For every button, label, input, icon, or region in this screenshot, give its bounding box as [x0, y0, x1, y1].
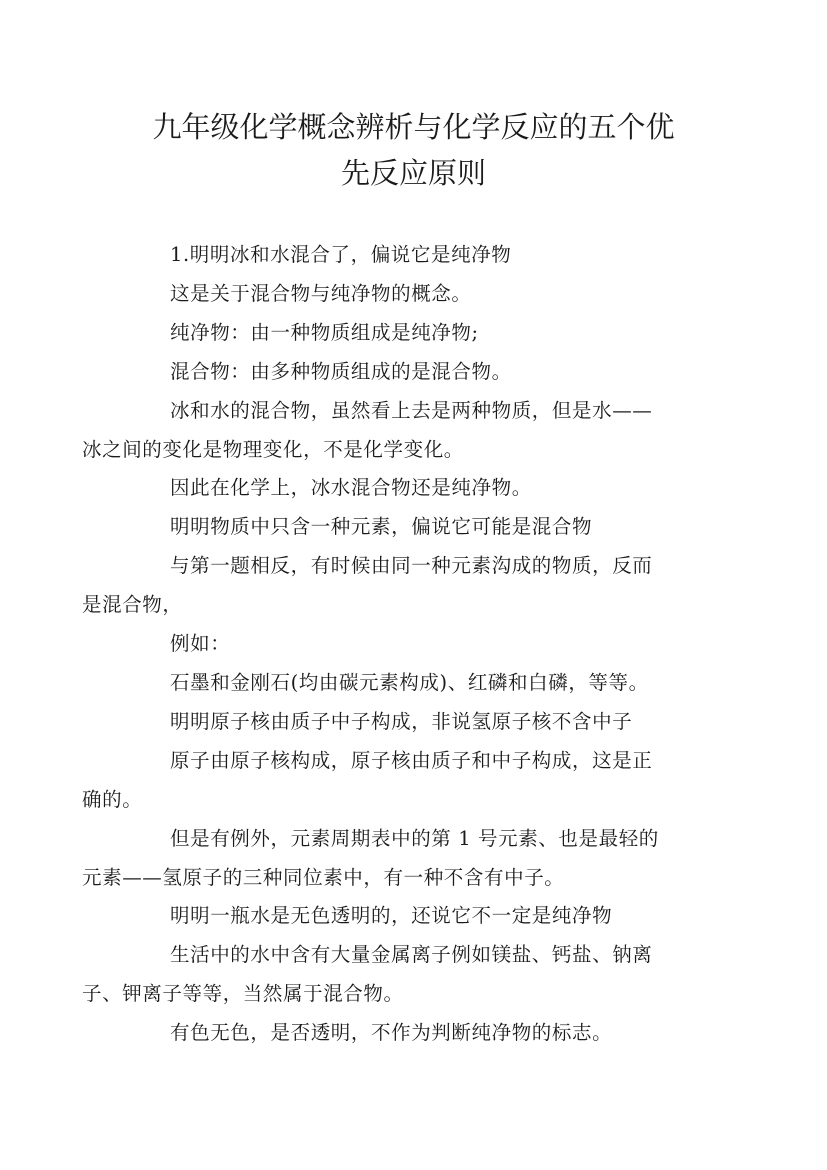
paragraph-line: 明明一瓶水是无色透明的，还说它不一定是纯净物 [170, 904, 613, 928]
paragraph-line: 因此在化学上，冰水混合物还是纯净物。 [170, 476, 532, 500]
paragraph [126, 664, 708, 703]
paragraph-line: 明明物质中只含一种元素，偏说它可能是混合物 [170, 515, 593, 539]
paragraph [82, 547, 708, 625]
paragraph-line: 是混合物， [82, 593, 183, 617]
paragraph [126, 1014, 708, 1053]
document-title [100, 104, 727, 196]
paragraph-line: 确的。 [82, 787, 143, 811]
paragraph [126, 236, 708, 275]
paragraph [82, 742, 708, 820]
paragraph [126, 275, 708, 314]
paragraph [126, 703, 708, 742]
paragraph [82, 936, 708, 1014]
paragraph [126, 625, 708, 664]
paragraph-line: 这是关于混合物与纯净物的概念。 [170, 281, 472, 305]
paragraph [126, 353, 708, 392]
paragraph-line: 有色无色，是否透明，不作为判断纯净物的标志。 [170, 1021, 613, 1045]
paragraph-line: 原子由原子核构成，原子核由质子和中子构成，这是正 [170, 748, 653, 772]
paragraph [126, 508, 708, 547]
paragraph-line: 石墨和金刚石(均由碳元素构成)、红磷和白磷，等等。 [170, 670, 649, 694]
paragraph-line: 与第一题相反，有时候由同一种元素沟成的物质，反而 [170, 554, 653, 578]
paragraph-line: 纯净物：由一种物质组成是纯净物; [170, 320, 479, 344]
paragraph-line: 1.明明冰和水混合了，偏说它是纯净物 [170, 243, 512, 266]
paragraph [126, 897, 708, 936]
paragraph-line: 生活中的水中含有大量金属离子例如镁盐、钙盐、钠离 [170, 943, 653, 967]
title-line-2: 先反应原则 [340, 156, 486, 190]
paragraph [126, 314, 708, 353]
paragraph-line: 例如： [170, 632, 231, 656]
document-body [82, 236, 708, 1053]
paragraph-line: 冰和水的混合物，虽然看上去是两种物质，但是水—— [170, 398, 653, 422]
paragraph-line: 混合物：由多种物质组成的是混合物。 [170, 359, 512, 383]
paragraph-line: 明明原子核由质子中子构成，非说氢原子核不含中子 [170, 709, 633, 733]
paragraph [82, 392, 708, 470]
title-line-1: 九年级化学概念辨析与化学反应的五个优 [152, 110, 675, 144]
paragraph-line: 子、钾离子等等，当然属于混合物。 [82, 982, 404, 1006]
paragraph-line: 但是有例外，元素周期表中的第 1 号元素、也是最轻的 [170, 826, 659, 850]
paragraph-line: 元素——氢原子的三种同位素中，有一种不含有中子。 [82, 865, 565, 889]
paragraph [126, 469, 708, 508]
paragraph-line: 冰之间的变化是物理变化，不是化学变化。 [82, 437, 464, 461]
paragraph [82, 820, 708, 898]
